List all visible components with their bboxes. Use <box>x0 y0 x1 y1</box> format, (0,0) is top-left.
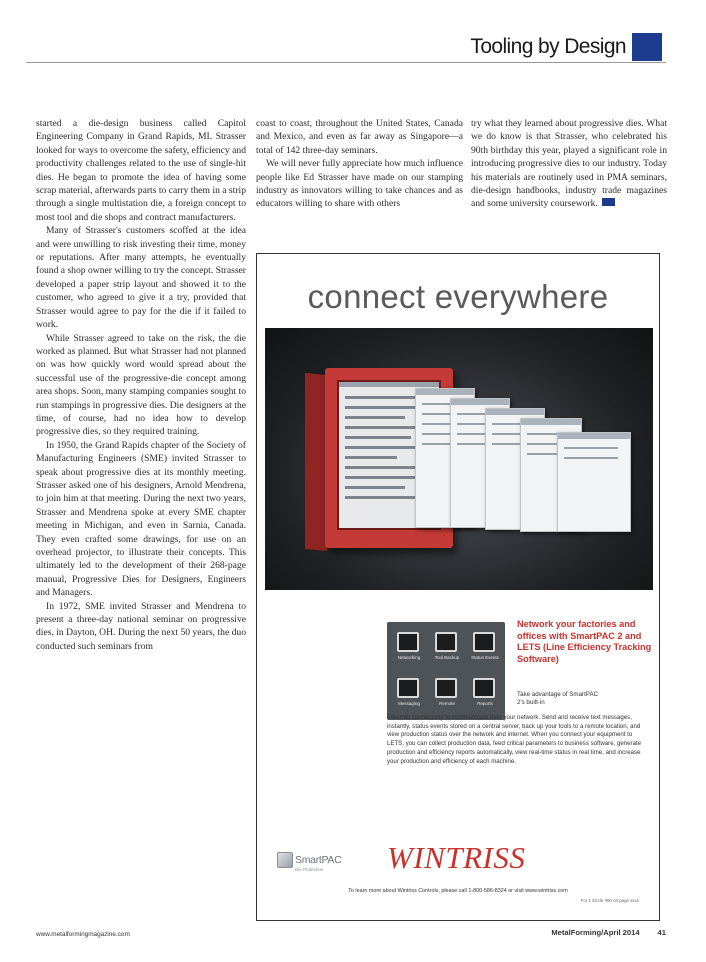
article-column-1 <box>36 117 246 653</box>
section-header <box>470 33 662 61</box>
feature-icons-panel <box>387 622 505 720</box>
ad-take-advantage: Take advantage of SmartPAC 2's built-in <box>517 691 599 706</box>
advertisement[interactable] <box>256 253 660 921</box>
feature-label: Remote <box>439 701 455 706</box>
footer-website[interactable]: www.metalformingmagazine.com <box>36 931 130 938</box>
screen-title-bar <box>339 382 439 387</box>
cabinet-side <box>305 373 327 551</box>
article-column-2 <box>256 117 463 211</box>
footer-issue <box>551 928 666 937</box>
smartpac-logo <box>277 850 347 878</box>
paragraph <box>471 117 667 211</box>
status-events-icon <box>473 632 495 652</box>
wintriss-logo: WINTRISS <box>387 840 526 875</box>
smartpac-logo-subtitle: Die Protection <box>295 867 324 872</box>
article-column-3 <box>471 117 667 211</box>
ad-contact-line[interactable]: To learn more about Wintriss Controls, please call 1-800-586-8324 or visit www.wintriss.com <box>348 888 568 894</box>
paragraph: In 1972, SME invited Strasser and Mendrena to present a three-day national seminar on progressive dies, in Dayton, OH. During the next 50 years, the duo conducted such seminars from <box>36 600 246 652</box>
feature-label: Tool Backup <box>434 655 460 660</box>
footer-issue-text: MetalForming/April 2014 <box>551 928 640 937</box>
screen-line <box>345 436 411 439</box>
paragraph: Many of Strasser's customers scoffed at the idea and were unwilling to risk investing their time, money or reputations. After many attempts, he eventually found a shop owner willing to try the concept. Strasser developed a paper strip layout and showed it to the customer, who agreed to give it a try, provided that Strasser would agree to pay for the die if it failed to work. <box>36 225 246 331</box>
screen-line <box>345 396 415 399</box>
reader-service-note: For 1 Circle #80 on page xxxx <box>580 898 639 903</box>
ad-network-callout: Network your factories and offices with SmartPAC 2 and LETS (Line Efficiency Tracking Software) <box>517 619 652 664</box>
end-of-article-mark <box>602 198 615 206</box>
header-rule <box>26 62 666 63</box>
paragraph: started a die-design business called Capitol Engineering Company in Grand Rapids, MI. Strasser looked for ways to overcome the safety, efficiency and productivity challenges related to the use of single-hit dies. He began to promote the idea of having some scrap material, afterwards parts to carry them in a strip through a single multistation die, a foreign concept to most tool and die shops and contract manufacturers. <box>36 118 246 223</box>
screen-line <box>345 476 417 479</box>
controller-photo <box>265 328 653 590</box>
smartpac-logo-text: SmartPAC <box>295 854 342 866</box>
feature-label: Status Events <box>471 655 499 660</box>
screen-line <box>345 456 397 459</box>
feature-label: Messaging <box>398 701 420 706</box>
paragraph: We will never fully appreciate how much influence people like Ed Strasser have made on our stamping industry as innovators willing to take chances and as educators willing to share with others <box>256 158 463 210</box>
remote-icon <box>435 678 457 698</box>
screen-line <box>345 486 405 489</box>
paragraph: In 1950, the Grand Rapids chapter of the Society of Manufacturing Engineers (SME) invited Strasser to speak about progressive dies at its monthly meeting. Strasser asked one of his designers, Arnold Mendrena, to join him at that meeting. During the next two years, Strasser and Mendrena spoke at every SME chapter meeting in Michigan, and even in Sarnia, Canada. They even crafted some drawings, for use on an overhead projector, to illustrate their concepts. This ultimately led to the development of their 268-page manual, Progressive Dies for Designers, Engineers and Managers. <box>36 439 246 599</box>
page-number: 41 <box>657 928 666 937</box>
paragraph-text: try what they learned about progressive dies. What we do know is that Strasser, who celebrated his 90th birthday this year, played a significant role in introducing progressive dies to our industry. Today his materials are routinely used in PMA seminars, die-design handbooks, industry trade magazines and some university coursework. <box>471 118 667 210</box>
paragraph: coast to coast, throughout the United States, Canada and Mexico, and even as far away as Singapore—a total of 142 three-day seminars. <box>256 118 463 156</box>
smartpac-mark-icon <box>277 852 293 868</box>
feature-label: Networking <box>397 655 421 660</box>
feature-label: Reports <box>477 701 493 706</box>
screen-line <box>345 426 423 429</box>
ad-body-text: Ethernet connectivity to communicate over your network. Send and receive text messages, instantly, status events stored on a central server, back up your tools to a remote location, and view production status over the network and internet. When you connect your equipment to LETS, you can collect production data, feed critical parameters to business software, generate production and efficiency reports automatically, view real-time status in real time, and increase your production and efficiency of each machine. <box>387 714 642 765</box>
reports-icon <box>473 678 495 698</box>
section-accent-block <box>632 33 662 61</box>
screen-line <box>345 416 405 419</box>
networking-icon <box>397 632 419 652</box>
ad-headline: connect everywhere <box>307 278 609 315</box>
paragraph: While Strasser agreed to take on the risk, the die worked as planned. But what Strasser had not planned on was how quickly word would spread about the successful use of the progressive-die concept among area shops. Soon, many stamping companies sought to run stampings in progressive dies. Die designers at the time, of course, had no idea how to develop progressive dies, so they required training. <box>36 332 246 438</box>
section-title: Tooling by Design <box>470 35 626 58</box>
tool-backup-icon <box>435 632 457 652</box>
screen-line <box>345 466 425 469</box>
screen-panel <box>557 432 631 532</box>
messaging-icon <box>397 678 419 698</box>
